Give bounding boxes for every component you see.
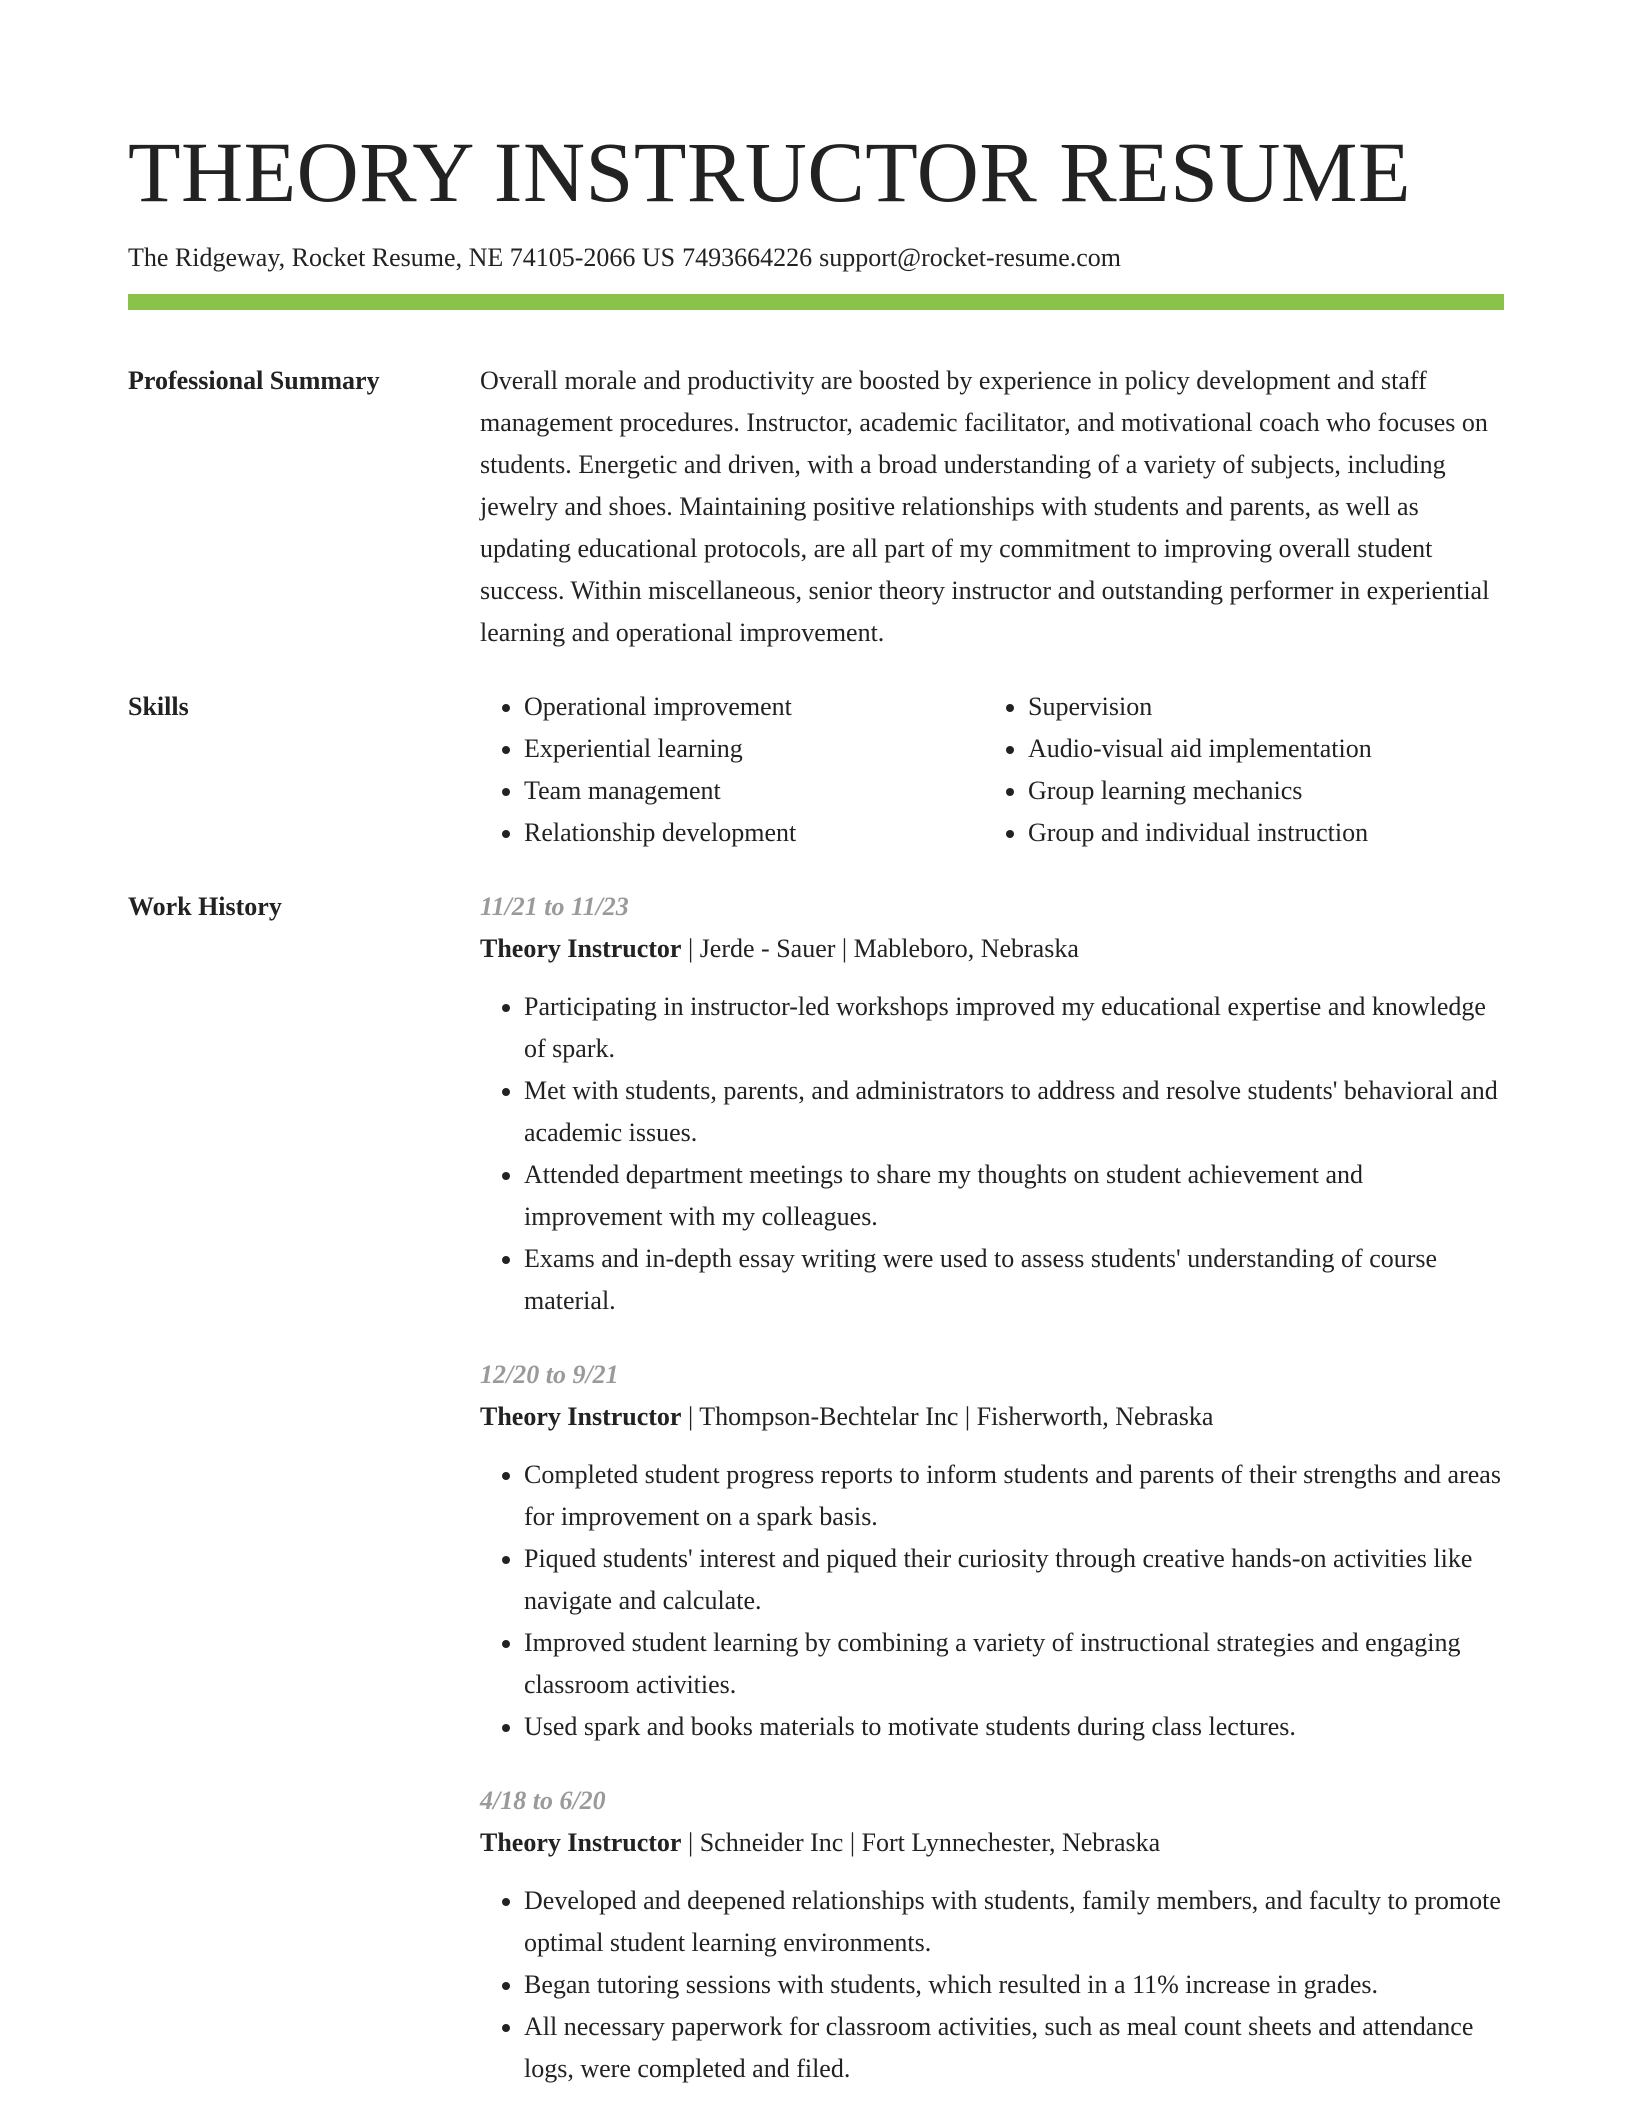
contact-address: The Ridgeway, Rocket Resume, NE 74105-2066 US — [128, 243, 676, 272]
professional-summary-section — [128, 360, 1504, 654]
job-bullets — [480, 986, 1504, 1322]
section-heading: Work History — [128, 892, 282, 921]
job-bullet: • Attended department meetings to share my thoughts on student achievement and improvement with my colleagues. — [524, 1154, 1504, 1238]
contact-line — [128, 242, 1504, 274]
job-bullet: • All necessary paperwork for classroom activities, such as meal count sheets and attendance logs, were completed and filed. — [524, 2006, 1504, 2090]
skill-item: • Group learning mechanics — [1028, 770, 1372, 812]
job-bullet: • Used spark and books materials to motivate students during class lectures. — [524, 1706, 1504, 1748]
work-history-section — [128, 886, 1504, 2090]
job-bullet: • Completed student progress reports to inform students and parents of their strengths and areas for improvement on a spark basis. — [524, 1454, 1504, 1538]
skill-item: • Audio-visual aid implementation — [1028, 728, 1372, 770]
skill-item: • Experiential learning — [524, 728, 984, 770]
skills-columns — [480, 686, 1504, 854]
job-bullet: • Began tutoring sessions with students, which resulted in a 11% increase in grades. — [524, 1964, 1504, 2006]
job-entry — [480, 886, 1504, 1322]
section-heading: Skills — [128, 692, 189, 721]
resume-title: THEORY INSTRUCTOR RESUME — [128, 124, 1412, 220]
job-heading — [480, 1822, 1504, 1864]
job-bullets — [480, 1880, 1504, 2090]
resume-page — [128, 0, 1504, 2090]
job-bullet: • Developed and deepened relationships with students, family members, and faculty to promote optimal student learning environments. — [524, 1880, 1504, 1964]
contact-phone: 7493664226 — [682, 243, 813, 272]
job-heading — [480, 1396, 1504, 1438]
skill-item: • Relationship development — [524, 812, 984, 854]
job-title: Theory Instructor — [480, 1402, 682, 1431]
job-dates: 12/20 to 9/21 — [480, 1360, 619, 1389]
job-dates: 11/21 to 11/23 — [480, 892, 629, 921]
work-history-entries — [480, 886, 1504, 2090]
job-title: Theory Instructor — [480, 1828, 682, 1857]
job-entry — [480, 1354, 1504, 1748]
skills-section — [128, 686, 1504, 854]
summary-text: Overall morale and productivity are boosted by experience in policy development and staff management procedures. Instructor, academic facilitator, and motivational coach who focuses on students. Energetic and driven, with a broad understanding of a variety of subjects, including jewelry and shoes. Maintaining positive relationships with students and parents, as well as updating educational protocols, are all part of my commitment to improving overall student success. Within miscellaneous, senior theory instructor and outstanding performer in experiential learning and operational improvement. — [480, 366, 1490, 647]
job-employer-location: | Schneider Inc | Fort Lynnechester, Nebraska — [687, 1828, 1161, 1857]
skill-item: • Supervision — [1028, 686, 1372, 728]
job-heading — [480, 928, 1504, 970]
skill-item: • Operational improvement — [524, 686, 984, 728]
job-bullet: • Improved student learning by combining a variety of instructional strategies and engaging classroom activities. — [524, 1622, 1504, 1706]
header-divider — [128, 294, 1504, 310]
job-employer-location: | Thompson-Bechtelar Inc | Fisherworth, Nebraska — [687, 1402, 1214, 1431]
skill-item: • Team management — [524, 770, 984, 812]
job-bullet: • Met with students, parents, and administrators to address and resolve students' behavioral and academic issues. — [524, 1070, 1504, 1154]
job-employer-location: | Jerde - Sauer | Mableboro, Nebraska — [687, 934, 1079, 963]
job-bullets — [480, 1454, 1504, 1748]
section-heading: Professional Summary — [128, 366, 380, 395]
job-entry — [480, 1780, 1504, 2090]
skills-list — [984, 686, 1372, 854]
skill-item: • Group and individual instruction — [1028, 812, 1372, 854]
skills-list — [480, 686, 984, 854]
contact-email: support@rocket-resume.com — [819, 243, 1122, 272]
job-bullet: • Participating in instructor-led workshops improved my educational expertise and knowledge of spark. — [524, 986, 1504, 1070]
job-bullet: • Exams and in-depth essay writing were used to assess students' understanding of course material. — [524, 1238, 1504, 1322]
job-bullet: • Piqued students' interest and piqued their curiosity through creative hands-on activities like navigate and calculate. — [524, 1538, 1504, 1622]
job-title: Theory Instructor — [480, 934, 682, 963]
job-dates: 4/18 to 6/20 — [480, 1786, 606, 1815]
